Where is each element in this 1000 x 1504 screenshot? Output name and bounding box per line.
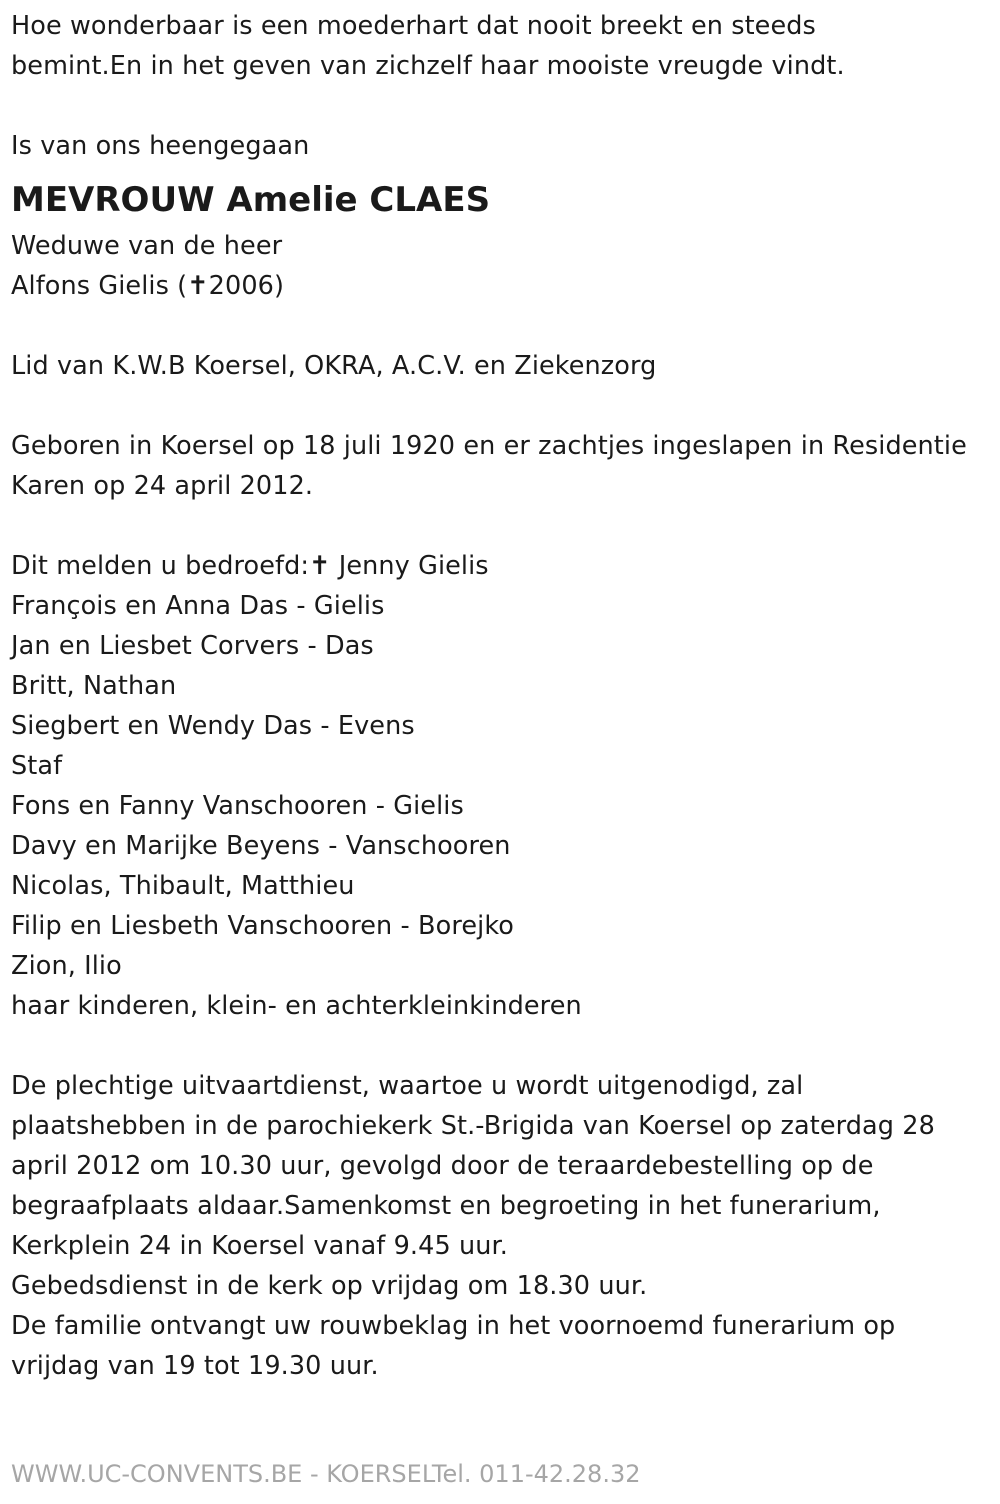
spacer [11, 506, 991, 546]
mourner-line: haar kinderen, klein- en achterkleinkinderen [11, 991, 582, 1021]
service-line: vrijdag van 19 tot 19.30 uur. [11, 1351, 379, 1381]
mourner-line: Nicolas, Thibault, Matthieu [11, 871, 355, 901]
mourners-list [11, 546, 991, 1026]
service-details [11, 1066, 991, 1386]
mourner-line: Britt, Nathan [11, 671, 177, 701]
mourner-line: Jan en Liesbet Corvers - Das [11, 631, 374, 661]
mourner-line: François en Anna Das - Gielis [11, 591, 385, 621]
widow-line-2: Alfons Gielis (✝2006) [11, 271, 285, 301]
deceased-name: MEVROUW Amelie CLAES [11, 180, 491, 220]
mourner-line: Fons en Fanny Vanschooren - Gielis [11, 791, 464, 821]
spacer [11, 306, 991, 346]
service-line: De plechtige uitvaartdienst, waartoe u wordt uitgenodigd, zal [11, 1071, 804, 1101]
service-line: april 2012 om 10.30 uur, gevolgd door de teraardebestelling op de [11, 1151, 874, 1181]
widow-line-1: Weduwe van de heer [11, 231, 283, 261]
spacer [11, 386, 991, 426]
birth-line-1: Geboren in Koersel op 18 juli 1920 en er zachtjes ingeslapen in Residentie [11, 431, 967, 461]
mourner-line: Dit melden u bedroefd:✝ Jenny Gielis [11, 551, 489, 581]
spacer [11, 1026, 991, 1066]
mourner-line: Siegbert en Wendy Das - Evens [11, 711, 415, 741]
service-line: De familie ontvangt uw rouwbeklag in het voornoemd funerarium op [11, 1311, 896, 1341]
mourner-line: Staf [11, 751, 63, 781]
service-line: begraafplaats aldaar.Samenkomst en begroeting in het funerarium, [11, 1191, 881, 1221]
service-line: Kerkplein 24 in Koersel vanaf 9.45 uur. [11, 1231, 508, 1261]
mourner-line: Filip en Liesbeth Vanschooren - Borejko [11, 911, 514, 941]
poem-line-2: bemint.En in het geven van zichzelf haar mooiste vreugde vindt. [11, 51, 845, 81]
birth-line-2: Karen op 24 april 2012. [11, 471, 314, 501]
poem-line-1: Hoe wonderbaar is een moederhart dat nooit breekt en steeds [11, 11, 816, 41]
mourner-line: Zion, Ilio [11, 951, 122, 981]
mourner-line: Davy en Marijke Beyens - Vanschooren [11, 831, 511, 861]
service-line: plaatshebben in de parochiekerk St.-Brigida van Koersel op zaterdag 28 [11, 1111, 935, 1141]
footer-contact: WWW.UC-CONVENTS.BE - KOERSELTel. 011-42.28.32 [11, 1460, 641, 1488]
service-line: Gebedsdienst in de kerk op vrijdag om 18.30 uur. [11, 1271, 648, 1301]
spacer [11, 86, 991, 126]
membership-text: Lid van K.W.B Koersel, OKRA, A.C.V. en Ziekenzorg [11, 351, 657, 381]
intro-text: Is van ons heengegaan [11, 131, 310, 161]
obituary-notice [11, 6, 991, 1386]
